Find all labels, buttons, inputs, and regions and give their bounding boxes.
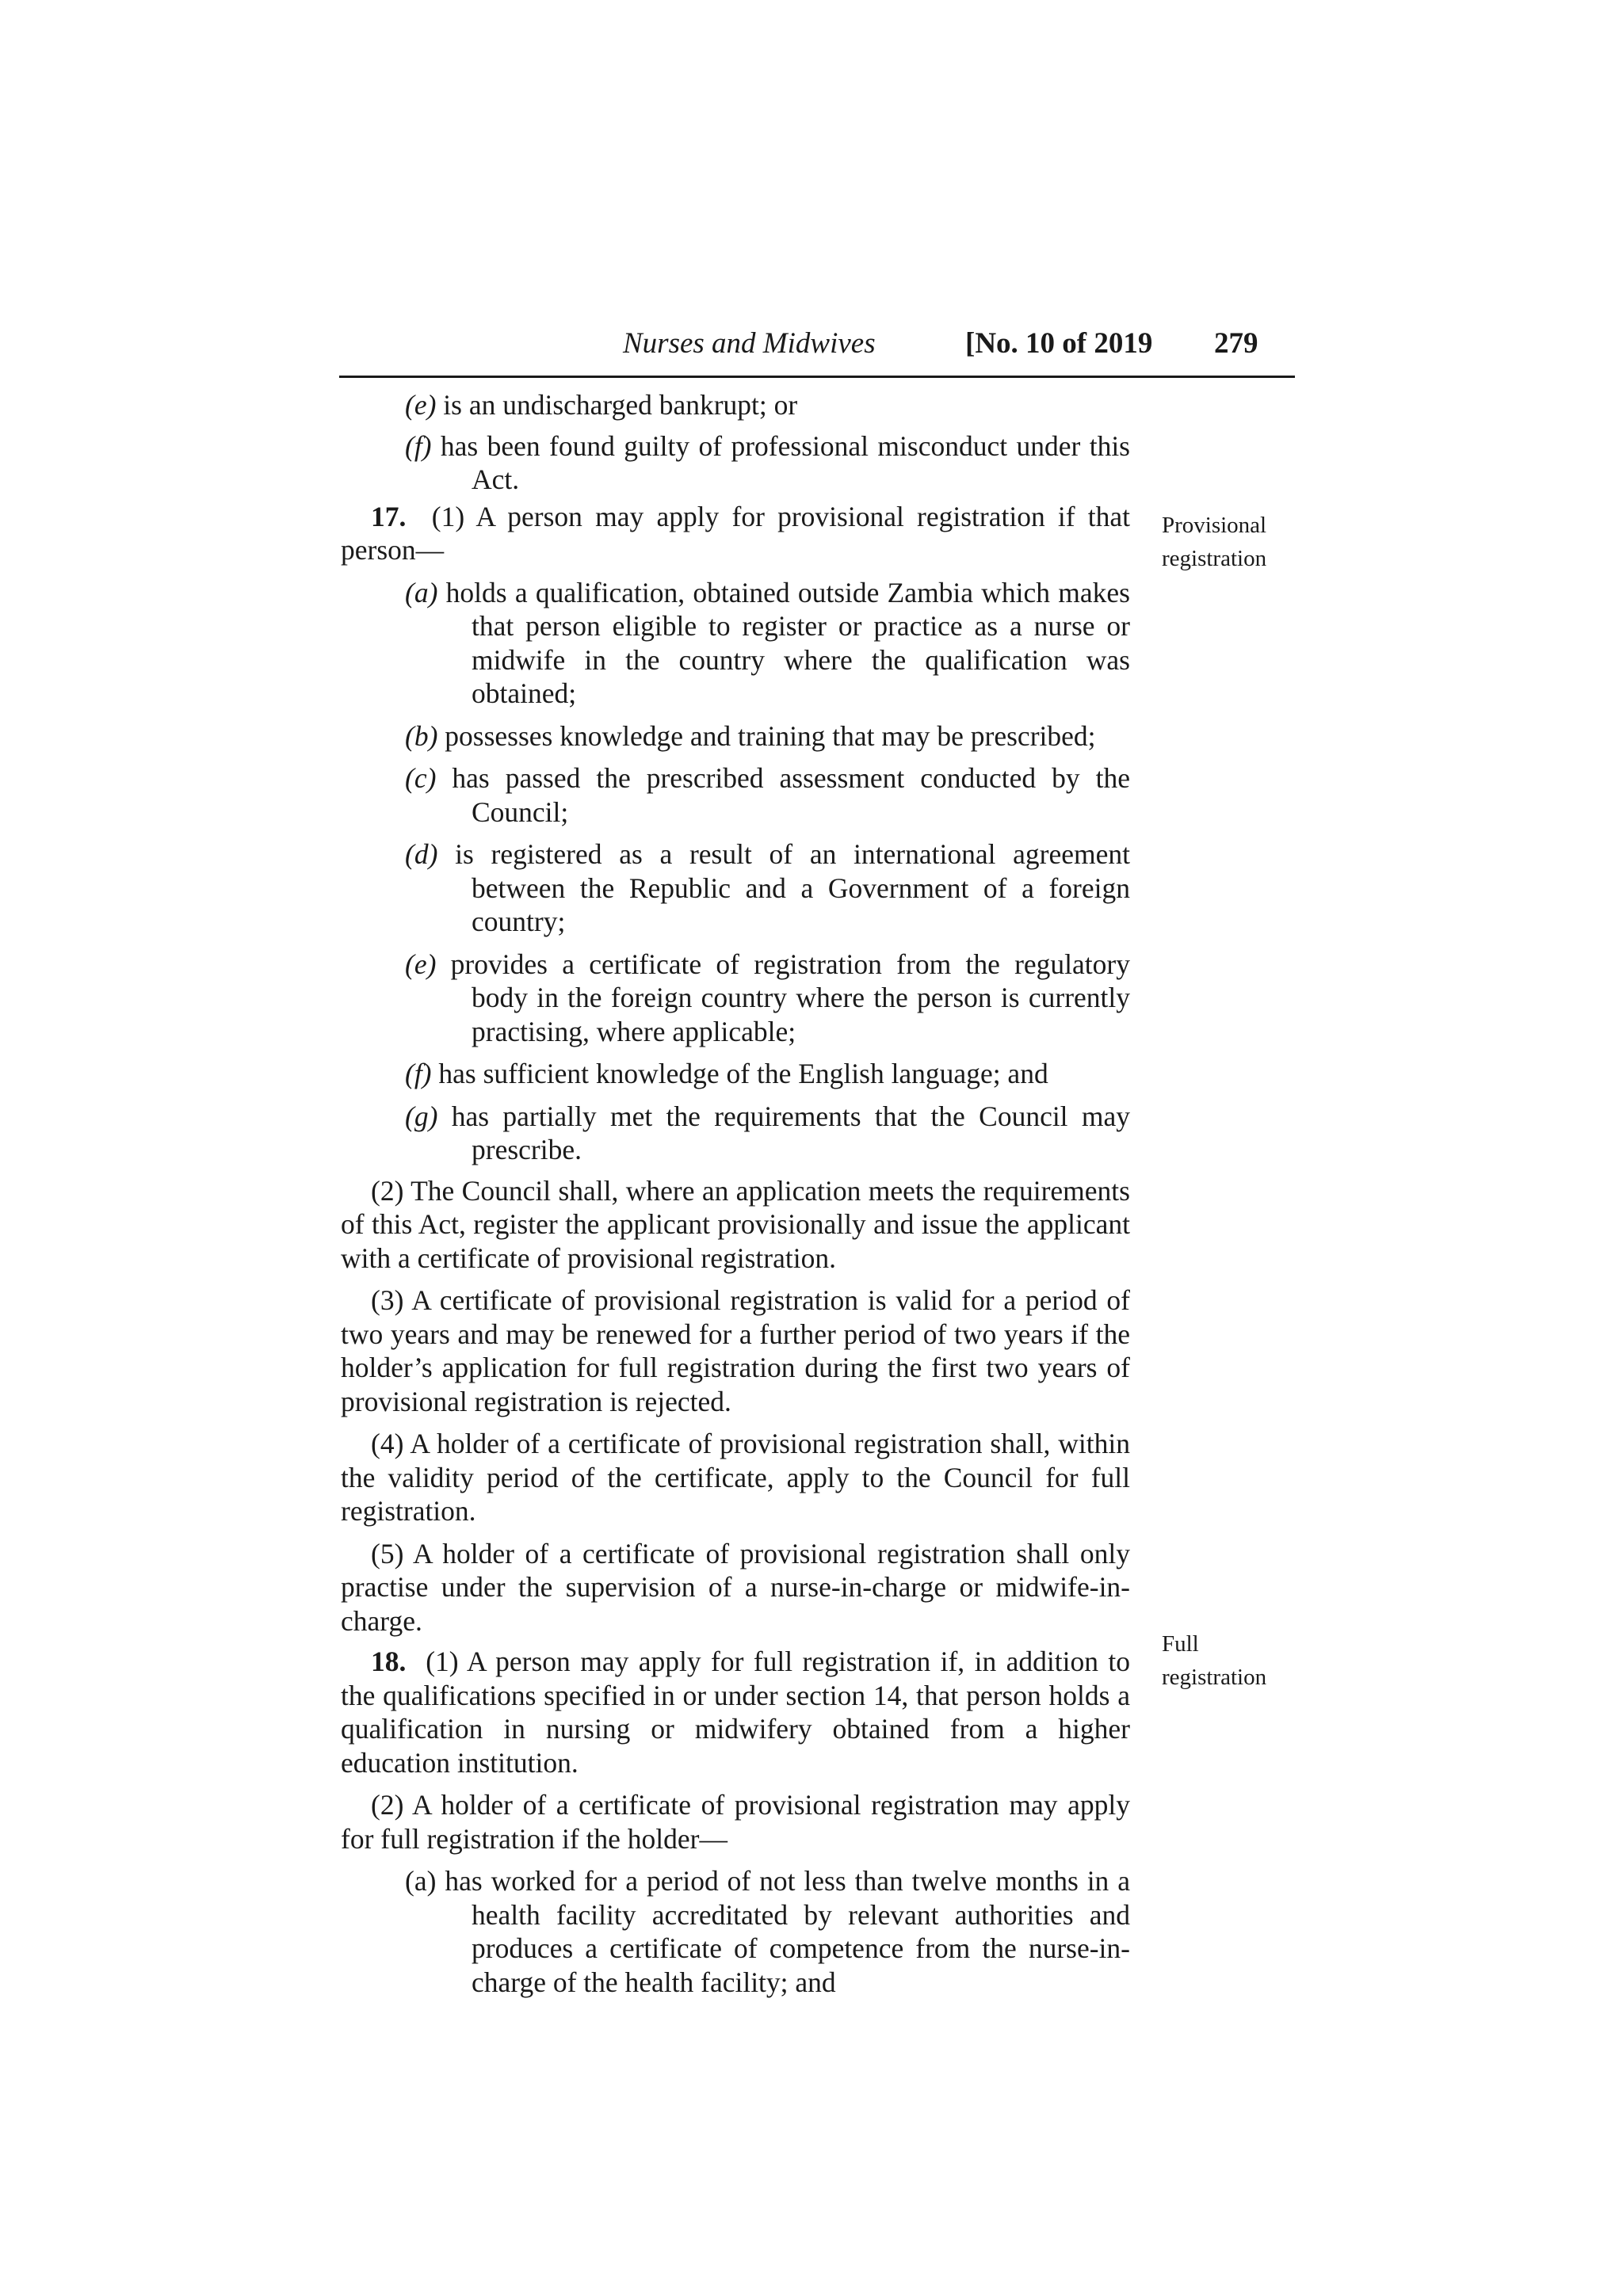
header-rule xyxy=(339,376,1295,378)
s17-item-c xyxy=(341,761,1130,829)
item-text: provides a certificate of registration from the regulatory body in the foreign country where the person is currently practising, where applicable; xyxy=(436,948,1130,1047)
section-17-subsection-4: (4) A holder of a certificate of provisional registration shall, within the validity period of the certificate, apply to the Council for full registration. xyxy=(341,1428,1130,1527)
document-body xyxy=(341,388,1130,1999)
item-label: (c) xyxy=(405,762,437,794)
section-17-subsection-5: (5) A holder of a certificate of provisional registration shall only practise under the supervision of a nurse-in-charge or midwife-in-charge. xyxy=(341,1537,1130,1637)
item-label: (g) xyxy=(405,1100,438,1132)
item-label: (e) xyxy=(405,389,437,421)
item-label: (f) xyxy=(405,1058,432,1089)
item-label: (a) xyxy=(405,576,438,608)
margin-note-full-registration: Full registration xyxy=(1162,1631,1267,1690)
item-label: (f) xyxy=(405,429,432,462)
section-18-subsection-2: (2) A holder of a certificate of provisional registration may apply for full registration if the holder— xyxy=(341,1789,1130,1855)
s16-item-f xyxy=(341,429,1130,497)
item-label: (b) xyxy=(405,719,438,752)
section-number: 17. xyxy=(371,500,407,532)
section-18-subsection-1 xyxy=(341,1645,1130,1779)
item-text: has been found guilty of professional misconduct under this Act. xyxy=(431,429,1130,495)
section-text: (1) A person may apply for provisional registration if that person— xyxy=(341,500,1131,566)
item-label: (e) xyxy=(405,948,437,980)
s17-item-f xyxy=(341,1057,1130,1091)
s16-item-e xyxy=(341,388,1130,422)
section-17-subsection-3: (3) A certificate of provisional registration is valid for a period of two years and may be renewed for a further period of two years if the holder’s application for full registration during the first two years of provisional registration is rejected. xyxy=(341,1284,1130,1417)
s17-item-e xyxy=(341,948,1130,1049)
s17-item-a xyxy=(341,576,1130,711)
s18-item-a: (a) has worked for a period of not less than twelve months in a health facility accreditated by relevant authorities and produces a certificate of competence from the nurse-in-charge of the health facility; and xyxy=(405,1865,1130,1998)
item-label: (d) xyxy=(405,838,438,870)
item-text: has passed the prescribed assessment conducted by the Council; xyxy=(436,762,1130,828)
item-text: is an undischarged bankrupt; or xyxy=(436,389,798,421)
margin-note-provisional-registration: Provisional registration xyxy=(1162,513,1267,571)
section-number: 18. xyxy=(371,1646,407,1677)
page-number: 279 xyxy=(1214,327,1258,360)
running-header-act-number: [No. 10 of 2019 xyxy=(965,327,1153,360)
item-text: possesses knowledge and training that may be prescribed; xyxy=(437,719,1096,752)
section-17-subsection-1 xyxy=(341,500,1130,567)
s17-item-b xyxy=(341,719,1130,753)
s17-item-g xyxy=(341,1100,1130,1167)
s17-item-d xyxy=(341,837,1130,939)
section-text: (1) A person may apply for full registration if, in addition to the qualifications specified in or under section 14, that person holds a qualification in nursing or midwifery obtained from a higher education institution. xyxy=(341,1646,1130,1779)
running-header-title: Nurses and Midwives xyxy=(623,327,876,360)
item-text: has partially met the requirements that the Council may prescribe. xyxy=(437,1100,1130,1165)
item-text: holds a qualification, obtained outside Zambia which makes that person eligible to register or practice as a nurse or midwife in the country where the qualification was obtained; xyxy=(437,576,1130,709)
item-text: is registered as a result of an international agreement between the Republic and a Government of a foreign country; xyxy=(437,838,1130,937)
section-17-subsection-2: (2) The Council shall, where an application meets the requirements of this Act, register the applicant provisionally and issue the applicant with a certificate of provisional registration. xyxy=(341,1174,1130,1274)
item-text: has sufficient knowledge of the English language; and xyxy=(431,1058,1048,1089)
